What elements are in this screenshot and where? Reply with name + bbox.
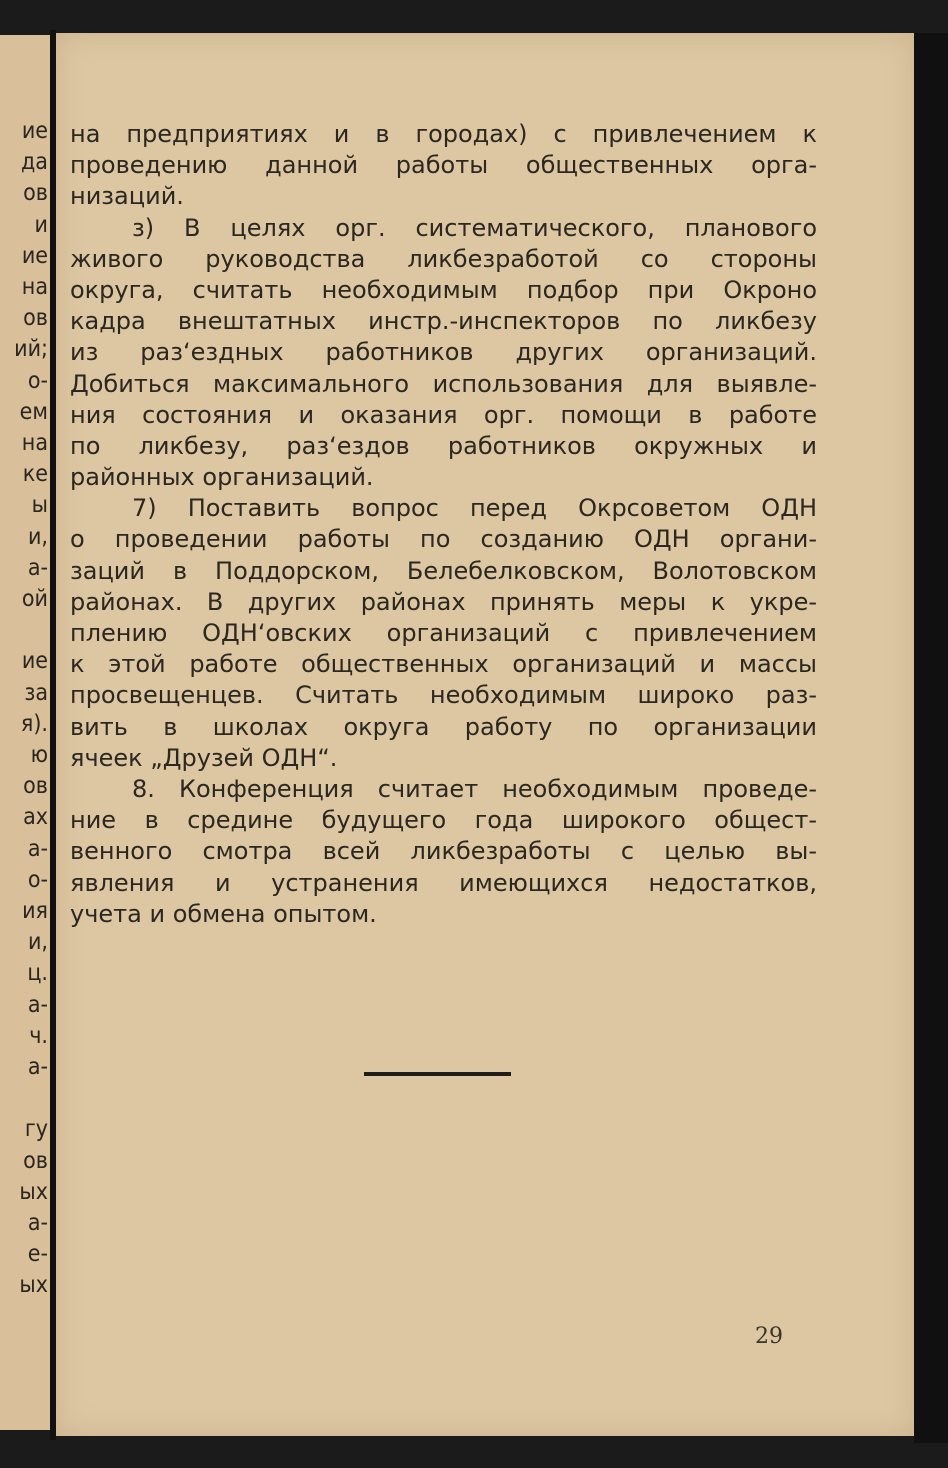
left-page-fragment: да — [21, 149, 48, 176]
text-line: Добиться максимального использования для выявле- — [70, 369, 817, 398]
left-page-fragment: гу — [24, 1116, 48, 1143]
left-page-fragment: и, — [27, 523, 48, 550]
left-page-fragment: ов — [23, 1147, 48, 1174]
text-line: з) В целях орг. систематического, планового — [132, 213, 817, 242]
left-page-fragment: ие — [21, 648, 48, 675]
left-page-fragment: ой — [21, 586, 48, 612]
text-line: плению ОДН‘овских организаций с привлечением — [70, 619, 817, 647]
text-line: по ликбезу, раз‘ездов работников окружных и — [70, 431, 817, 460]
text-line: низаций. — [70, 182, 184, 211]
text-line: заций в Поддорском, Белебелковском, Волотовском — [70, 556, 817, 585]
text-line: ния состояния и оказания орг. помощи в работе — [70, 400, 817, 429]
text-line: районах. В других районах принять меры к укре- — [70, 587, 817, 616]
text-line: ние в средине будущего года широкого общест- — [70, 806, 817, 835]
text-line: проведению данной работы общественных орга- — [70, 151, 817, 180]
text-line: кадра внештатных инстр.-инспекторов по ликбезу — [70, 307, 817, 336]
left-page-fragment: ов — [23, 305, 48, 332]
text-line: живого руководства ликбезработой со стороны — [70, 244, 817, 273]
left-page-fragment: ч. — [29, 1022, 48, 1049]
left-page-fragment: ы — [31, 492, 48, 519]
section-divider — [364, 1072, 511, 1076]
left-page-fragment: ю — [30, 742, 48, 768]
left-page-fragment: на — [21, 430, 48, 456]
left-page-fragment: а- — [27, 554, 48, 581]
text-line: 8. Конференция считает необходимым проведе- — [132, 774, 817, 803]
left-page-fragment: и, — [27, 929, 48, 956]
text-line: венного смотра всей ликбезработы с целью вы- — [70, 837, 817, 866]
text-line: округа, считать необходимым подбор при Окроно — [70, 275, 817, 304]
text-line: к этой работе общественных организаций и массы — [70, 650, 817, 679]
left-page-fragment: а- — [27, 1054, 48, 1080]
left-page-fragment: ых — [19, 1272, 48, 1299]
left-page-fragment: е- — [27, 1241, 48, 1268]
left-page-fragment: а- — [27, 835, 48, 862]
previous-page-edge — [0, 35, 50, 1430]
text-line: вить в школах округа работу по организации — [70, 712, 817, 741]
left-page-fragment: ие — [21, 118, 48, 144]
text-line: из раз‘ездных работников других организаций. — [70, 338, 817, 367]
page-number: 29 — [755, 1324, 783, 1349]
text-line: о проведении работы по созданию ОДН органи- — [70, 525, 817, 554]
left-page-fragment: ов — [23, 773, 48, 800]
left-page-fragment: на — [21, 274, 48, 300]
left-page-fragment: я). — [20, 710, 48, 737]
left-page-fragment: ке — [22, 461, 48, 488]
text-line: явления и устранения имеющихся недостатков, — [70, 868, 817, 897]
left-page-fragment: за — [24, 679, 48, 706]
text-line: 7) Поставить вопрос перед Окрсоветом ОДН — [132, 494, 817, 523]
body-text — [70, 119, 817, 930]
left-page-fragment: и — [34, 211, 48, 238]
left-page-fragment: а- — [27, 1210, 48, 1236]
text-line: на предприятиях и в городах) с привлечением к — [70, 120, 817, 148]
left-page-fragment: ов — [23, 180, 48, 207]
text-line: учета и обмена опытом. — [70, 899, 377, 928]
scan-border — [914, 33, 948, 1443]
left-page-fragment: ие — [21, 242, 48, 269]
left-page-fragment: о- — [27, 367, 48, 394]
left-page-fragment: о- — [27, 866, 48, 893]
left-page-fragment: ий; — [14, 336, 48, 363]
left-page-fragment: ц. — [27, 960, 48, 987]
left-page-fragment: а- — [27, 991, 48, 1018]
text-line: ячеек „Друзей ОДН“. — [70, 743, 338, 772]
left-page-fragment: ем — [19, 398, 48, 425]
left-page-fragment: ах — [23, 804, 48, 831]
text-line: районных организаций. — [70, 463, 374, 492]
left-page-fragment: ых — [19, 1178, 48, 1205]
left-page-fragment: ия — [22, 898, 48, 924]
text-line: просвещенцев. Считать необходимым широко раз- — [70, 681, 817, 710]
